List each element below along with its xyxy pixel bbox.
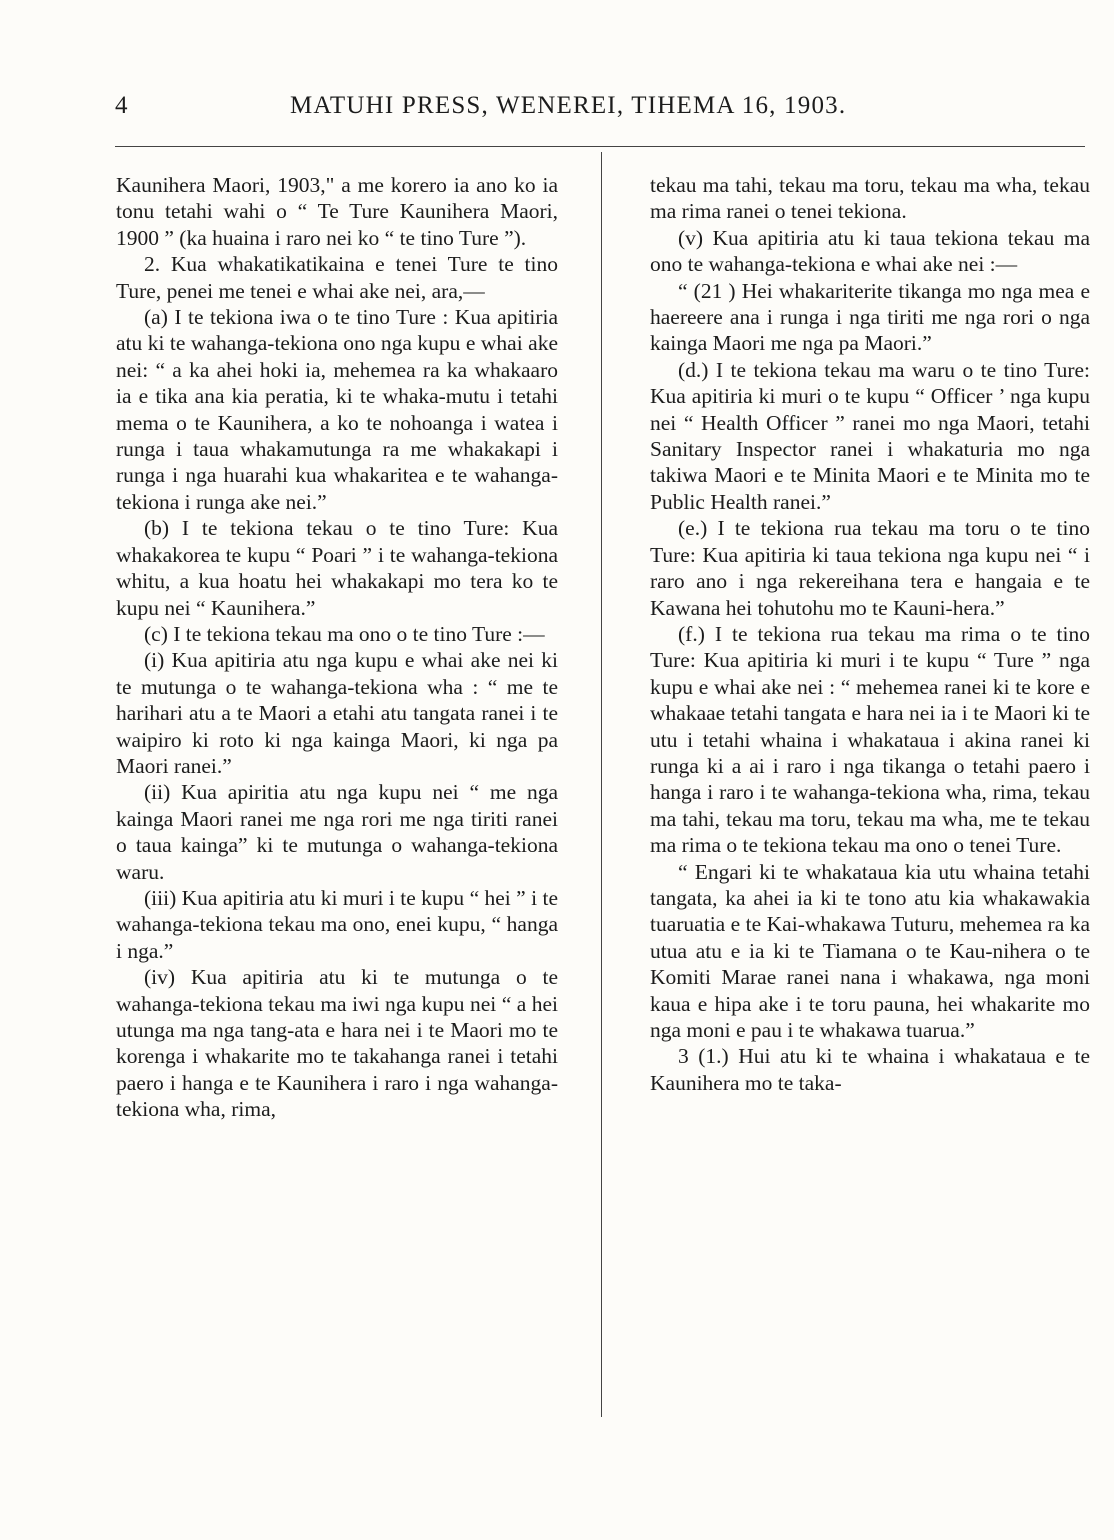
paragraph: “ Engari ki te whakataua kia utu whaina tetahi tangata, ka ahei ia ki te tono atu kia whakawakia tuaruatia e te Kai-whakawa Tuturu, mehemea ra ka utua atu e ia ki te Tiamana o te Kau-nihera o te Komiti Marae ranei nana i whakawa, nga moni kaua e hipa ake i te toru pauna, hei whakarite mo nga moni e pau i te whakawa tuarua.”	[650, 859, 1090, 1042]
page-header	[115, 92, 935, 128]
paragraph: (e.) I te tekiona rua tekau ma toru o te tino Ture: Kua apitiria ki taua tekiona nga kupu nei “ i raro ano i nga rekereihana tera e hangaia e te Kawana hei tohutohu mo te Kauni-hera.”	[650, 516, 1090, 620]
right-column	[650, 172, 1090, 1096]
paragraph: (a) I te tekiona iwa o te tino Ture : Kua apitiria atu ki te wahanga-tekiona ono nga kupu e whai ake nei: “ a ka ahei hoki ia, mehemea ra ka whakaaro ia e tika ana kia peratia, ki te whaka-mutu i tetahi mema o te Kaunihera, a ko te nohoanga i watea i runga i taua whakamutunga ra me whakakapi i runga i nga huarahi kua whakaritea e te wahanga-tekiona i runga ake nei.”	[116, 305, 558, 514]
paragraph: (iv) Kua apitiria atu ki te mutunga o te wahanga-tekiona tekau ma iwi nga kupu nei “ a hei utunga ma nga tang-ata e hara nei i te Maori mo te korenga i whakarite mo te takahanga ranei i tetahi paero i hanga e te Kaunihera i raro i nga wahanga-tekiona wha, rima,	[116, 965, 558, 1122]
paragraph: (c) I te tekiona tekau ma ono o te tino Ture :—	[144, 621, 545, 646]
newspaper-title: MATUHI PRESS, WENEREI, TIHEMA 16, 1903.	[290, 92, 847, 119]
paragraph: (b) I te tekiona tekau o te tino Ture: Kua whakakorea te kupu “ Poari ” i te wahanga-tekiona whitu, a kua hoatu hei whakakapi mo tera ko te kupu nei “ Kaunihera.”	[116, 516, 558, 620]
page-number: 4	[115, 92, 128, 119]
paragraph: Kaunihera Maori, 1903," a me korero ia ano ko ia tonu tetahi wahi o “ Te Ture Kaunihera Maori, 1900 ” (ka huaina i raro nei ko “ te tino Ture ”).	[116, 173, 558, 250]
paragraph: (v) Kua apitiria atu ki taua tekiona tekau ma ono te wahanga-tekiona e whai ake nei :—	[650, 225, 1090, 277]
left-column	[116, 172, 558, 1123]
paragraph: (ii) Kua apiritia atu nga kupu nei “ me nga kainga Maori ranei me nga rori me nga tiriti ranei o taua kainga” ki te mutunga o wahanga-tekiona waru.	[116, 780, 558, 884]
header-rule	[115, 146, 1085, 147]
paragraph: tekau ma tahi, tekau ma toru, tekau ma wha, tekau ma rima ranei o tenei tekiona.	[650, 173, 1090, 224]
column-divider	[601, 152, 602, 1417]
paragraph: (iii) Kua apitiria atu ki muri i te kupu “ hei ” i te wahanga-tekiona tekau ma ono, enei kupu, “ hanga i nga.”	[116, 885, 558, 963]
paragraph: (d.) I te tekiona tekau ma waru o te tino Ture: Kua apitiria ki muri o te kupu “ Officer ’ nga kupu nei “ Health Officer ” ranei mo nga Maori, tetahi Sanitary Inspector ranei i whakaturia mo nga takiwa Maori e te Minita Maori e te Minita mo te Public Health ranei.”	[650, 357, 1090, 514]
paragraph: “ (21 ) Hei whakariterite tikanga mo nga mea e haereere ana i runga i nga tiriti me nga rori o nga kainga Maori me nga pa Maori.”	[650, 278, 1090, 356]
paragraph: 3 (1.) Hui atu ki te whaina i whakataua e te Kaunihera mo te taka-	[650, 1044, 1090, 1095]
paragraph: (i) Kua apitiria atu nga kupu e whai ake nei ki te mutunga o te wahanga-tekiona wha : “ me te harihari atu a te Maori a etahi atu tangata ranei i te waipiro ki roto ki nga kainga Maori, ki nga pa Maori ranei.”	[116, 648, 558, 778]
paragraph: 2. Kua whakatikatikaina e tenei Ture te tino Ture, penei me tenei e whai ake nei, ara,—	[116, 252, 558, 303]
paragraph: (f.) I te tekiona rua tekau ma rima o te tino Ture: Kua apitiria ki muri i te kupu “ Ture ” nga kupu e whai ake nei : “ mehemea ranei ki te kore e whakaae tetahi tangata e hara nei ia i te Maori ki te utu i tetahi whaina i whakataua i akina ranei ki runga ki a ai i raro i nga tikanga o tetahi paero i hanga i raro i te wahanga-tekiona wha, rima, tekau ma tahi, tekau ma toru, tekau ma wha, me te tekau ma rima o te tekiona tekau ma ono o tenei Ture.	[650, 621, 1090, 858]
